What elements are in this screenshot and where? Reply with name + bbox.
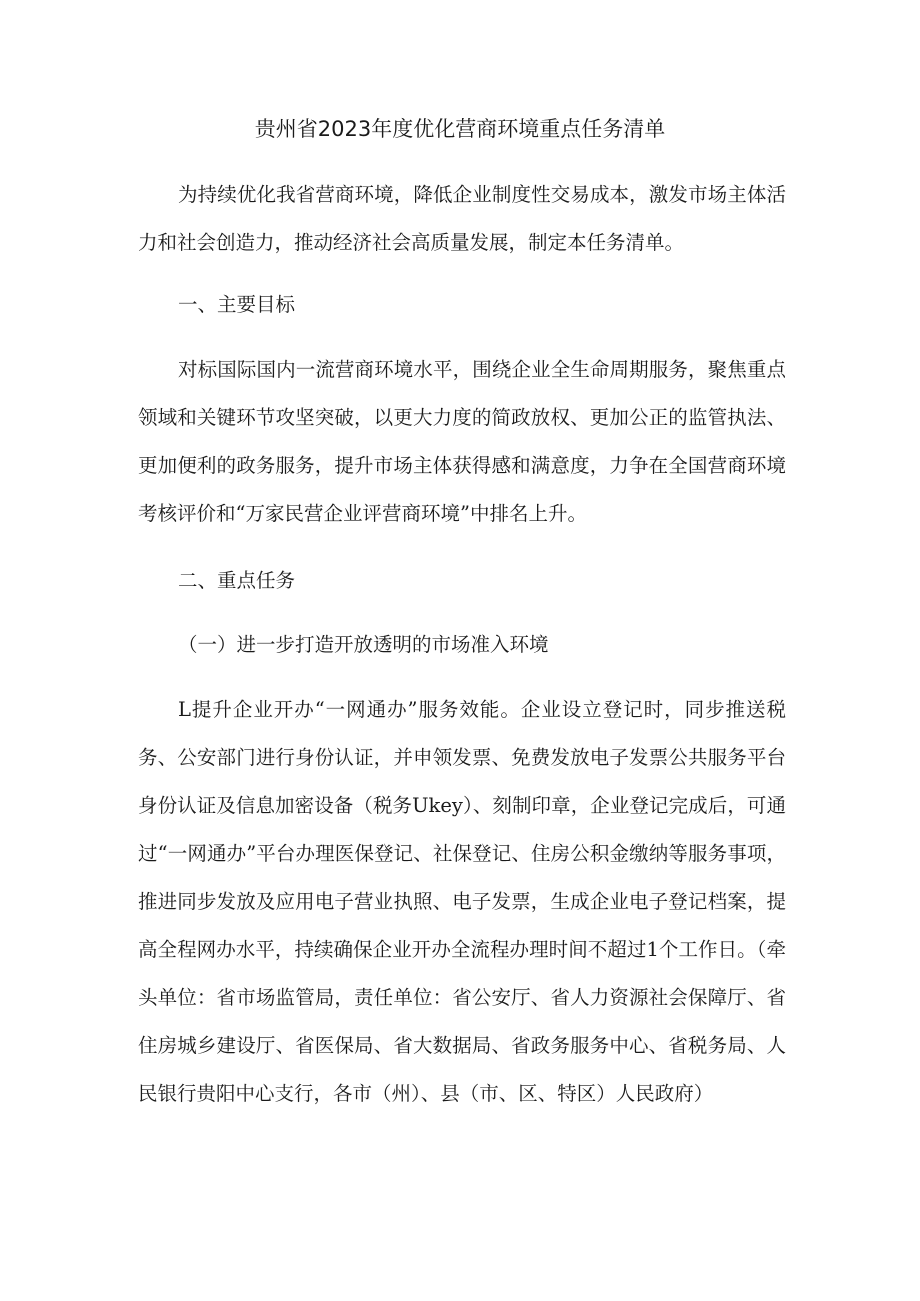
document-title: 贵州省2023年度优化营商环境重点任务清单: [254, 117, 666, 141]
section-heading-key-tasks: 二、重点任务: [178, 569, 296, 592]
subsection-heading-market-access: （一）进一步打造开放透明的市场准入环境: [178, 633, 549, 656]
intro-paragraph: 为持续优化我省营商环境，降低企业制度性交易成本，激发市场主体活力和社会创造力，推动经济社会高质量发展，制定本任务清单。: [138, 183, 786, 254]
main-goals-paragraph: 对标国际国内一流营商环境水平，围绕企业全生命周期服务，聚焦重点领域和关键环节攻坚突破，以更大力度的简政放权、更加公正的监管执法、更加便利的政务服务，提升市场主体获得感和满意度，力争在全国营商环境考核评价和“万家民营企业评营商环境”中排名上升。: [138, 358, 786, 525]
task-item-1-paragraph: L提升企业开办“一网通办”服务效能。企业设立登记时，同步推送税务、公安部门进行身份认证，并申领发票、免费发放电子发票公共服务平台身份认证及信息加密设备（税务Ukey）、刻制印章，企业登记完成后，可通过“一网通办”平台办理医保登记、社保登记、住房公积金缴纳等服务事项，推进同步发放及应用电子营业执照、电子发票，生成企业电子登记档案，提高全程网办水平，持续确保企业开办全流程办理时间不超过1个工作日。（牵头单位：省市场监管局，责任单位：省公安厅、省人力资源社会保障厅、省住房城乡建设厅、省医保局、省大数据局、省政务服务中心、省税务局、人民银行贵阳中心支行，各市（州）、县（市、区、特区）人民政府）: [138, 698, 786, 1105]
section-heading-main-goals: 一、主要目标: [178, 293, 296, 316]
